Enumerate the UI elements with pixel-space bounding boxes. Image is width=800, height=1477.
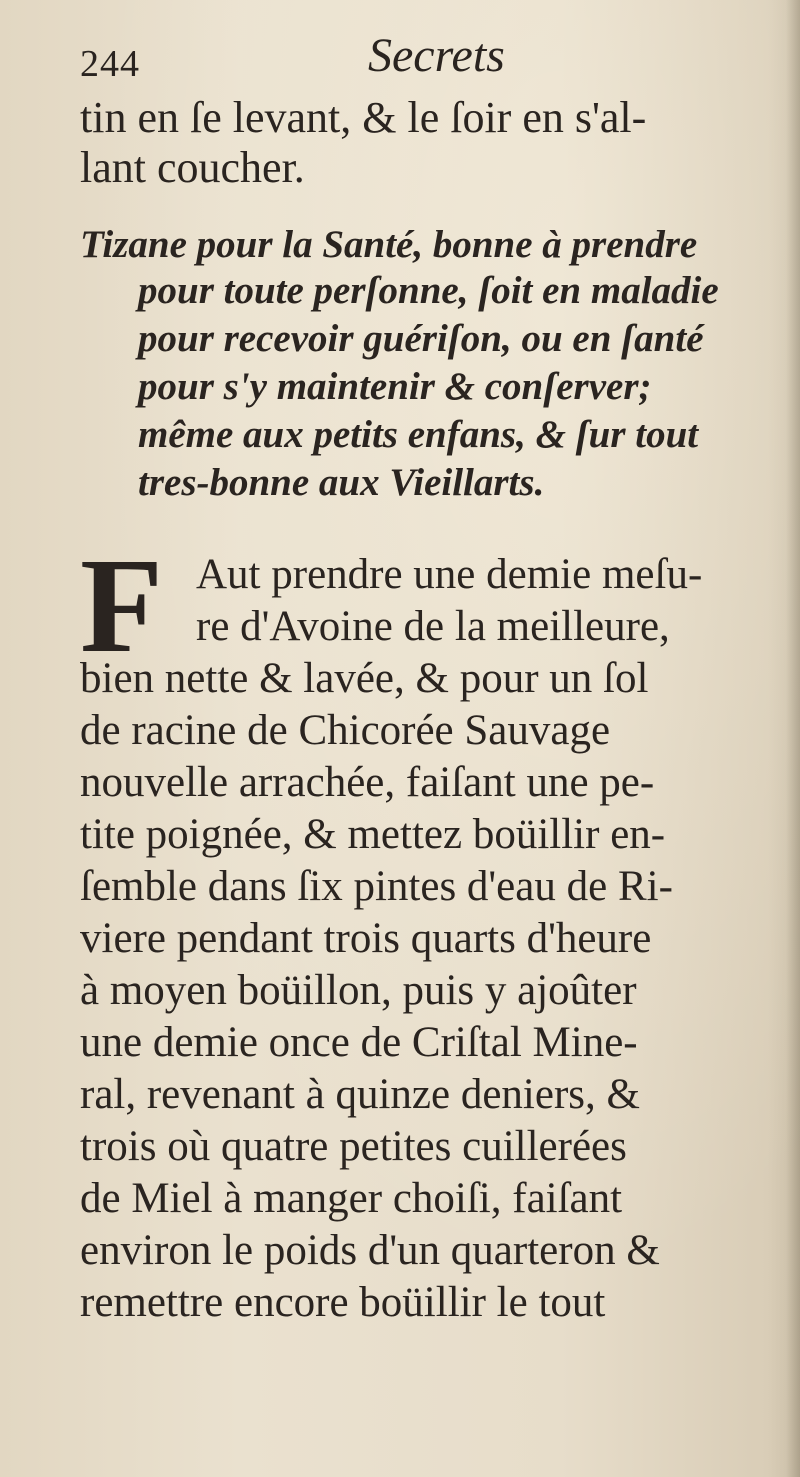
recipe-title-line: Tizane pour la Santé, bonne à prendre (80, 223, 698, 266)
paragraph-line: Aut prendre une demie meſu- (196, 551, 703, 598)
page-number: 244 (80, 43, 140, 85)
paragraph-line: re d'Avoine de la meilleure, (196, 603, 670, 650)
continuation-line: lant coucher. (80, 143, 305, 192)
recipe-title-line: pour toute perſonne, ſoit en maladie (138, 269, 719, 312)
paragraph-line: bien nette & lavée, & pour un ſol (80, 655, 649, 702)
paragraph-line: nouvelle arrachée, faiſant une pe- (80, 759, 655, 806)
paragraph-line: ſemble dans ſix pintes d'eau de Ri- (80, 863, 673, 910)
page-header (80, 28, 720, 88)
paragraph-line: ral, revenant à quinze deniers, & (80, 1071, 640, 1118)
paragraph-line: à moyen boüillon, puis y ajoûter (80, 967, 637, 1014)
recipe-title-line: tres-bonne aux Vieillarts. (138, 461, 545, 504)
paragraph-line: de racine de Chicorée Sauvage (80, 707, 611, 754)
page-edge-shadow (786, 0, 800, 1477)
drop-cap: F (80, 531, 164, 681)
recipe-title-line: pour s'y maintenir & conſerver; (138, 365, 652, 408)
paragraph-line: une demie once de Criſtal Mine- (80, 1019, 638, 1066)
continuation-line: tin en ſe levant, & le ſoir en s'al- (80, 93, 647, 142)
paragraph-line: environ le poids d'un quarteron & (80, 1227, 660, 1274)
paragraph-line: de Miel à manger choiſi, faiſant (80, 1175, 623, 1222)
paragraph-line: viere pendant trois quarts d'heure (80, 915, 652, 962)
running-head: Secrets (368, 29, 505, 82)
paragraph-line: tite poignée, & mettez boüillir en- (80, 811, 666, 858)
recipe-title-line: même aux petits enfans, & ſur tout (138, 413, 699, 456)
paragraph-line: trois où quatre petites cuillerées (80, 1123, 627, 1170)
paragraph-line: remettre encore boüillir le tout (80, 1279, 606, 1326)
recipe-title-line: pour recevoir guériſon, ou en ſanté (138, 317, 704, 360)
